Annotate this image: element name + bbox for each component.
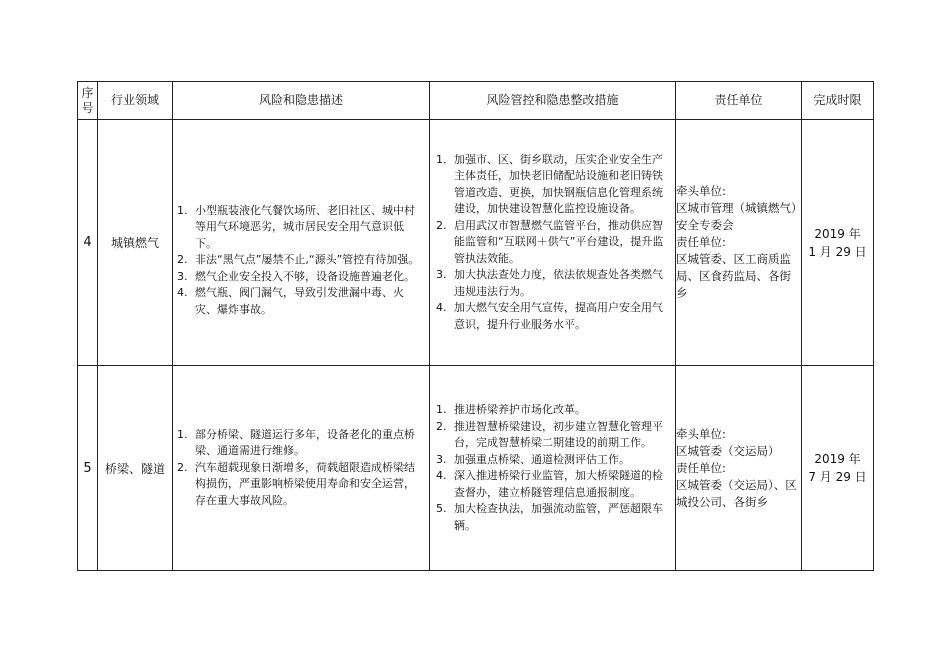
table-header-row: [78, 82, 874, 120]
row-unit: [676, 366, 802, 571]
list-item: 3. 燃气企业安全投入不够，设备设施普遍老化。: [177, 269, 415, 283]
list-item: 5. 加大检查执法，加强流动监管，严惩超限车辆。: [436, 502, 663, 532]
header-unit: 责任单位: [676, 82, 802, 120]
list-item: 1. 部分桥梁、隧道运行多年，设备老化的重点桥梁、通道需进行维修。: [177, 427, 415, 458]
row-seq: 4: [78, 120, 98, 366]
list-item: 2. 汽车超载现象日渐增多，荷载超限造成桥梁结构损伤，严重影响桥梁使用寿命和安全运营，存在重大事故风险。: [177, 460, 415, 507]
list-item: 1. 推进桥梁养护市场化改革。: [436, 403, 586, 416]
resp-unit: 区城管委、区工商质监局、区食药监局、各街乡: [676, 252, 791, 300]
lead-unit: 区城市管理（城镇燃气）安全专委会: [676, 201, 797, 232]
list-item: 2. 非法“黑气点”屡禁不止,“源头”管控有待加强。: [177, 253, 420, 267]
row-desc: [173, 366, 430, 571]
list-item: 1. 小型瓶装液化气餐饮场所、老旧社区、城中村等用气环境恶劣，城市居民安全用气意识低下。: [177, 203, 415, 250]
resp-unit-label: 责任单位:: [676, 235, 726, 249]
header-desc: 风险和隐患描述: [173, 82, 430, 120]
row-time: 2019 年 1 月 29 日: [802, 120, 874, 366]
table-row: [78, 120, 874, 366]
header-seq: 序号: [78, 82, 98, 120]
measures-list: [430, 402, 675, 534]
list-item: 2. 推进智慧桥梁建设，初步建立智慧化管理平台，完成智慧桥梁二期建设的前期工作。: [436, 419, 663, 449]
measures-list: [430, 152, 675, 334]
resp-unit: 区城管委（交运局）、区城投公司、各街乡: [676, 477, 797, 509]
row-unit: [676, 120, 802, 366]
lead-unit: 区城管委（交运局）: [676, 443, 780, 458]
row-field: 桥梁、隧道: [98, 366, 173, 571]
lead-unit-label: 牵头单位:: [676, 426, 726, 441]
row-time: 2019 年 7 月 29 日: [802, 366, 874, 571]
list-item: 3. 加大执法查处力度，依法依规查处各类燃气违规违法行为。: [436, 268, 663, 298]
list-item: 4. 加大燃气安全用气宣传，提高用户安全用气意识，提升行业服务水平。: [436, 301, 663, 331]
risk-table: [77, 81, 874, 571]
list-item: 4. 燃气瓶、阀门漏气，导致引发泄漏中毒、火灾、爆炸事故。: [177, 286, 404, 316]
row-desc: [173, 120, 430, 366]
lead-unit-label: 牵头单位:: [676, 184, 726, 198]
resp-unit-label: 责任单位:: [676, 460, 726, 475]
desc-list: [173, 167, 429, 319]
row-seq: 5: [78, 366, 98, 571]
row-field: 城镇燃气: [98, 120, 173, 366]
list-item: 2. 启用武汉市智慧燃气监管平台，推动供应智能监管和“互联网＋供气”平台建设，提升监管执法效能。: [436, 218, 664, 265]
desc-list: [173, 427, 429, 510]
list-item: 1． 加强市、区、街乡联动，压实企业安全生产主体责任，加快老旧储配站设施和老旧铸铁管道改造、更换，加快钢瓶信息化管理系统建设，加快建设智慧化监控设施设备。: [436, 152, 663, 216]
header-field: 行业领域: [98, 82, 173, 120]
list-item: 4. 深入推进桥梁行业监管，加大桥梁隧道的检查督办，建立桥隧管理信息通报制度。: [436, 469, 663, 499]
row-measures: [430, 366, 676, 571]
list-item: 3. 加强重点桥梁、通道检测评估工作。: [436, 452, 630, 466]
header-measures: 风险管控和隐患整改措施: [430, 82, 676, 120]
header-time: 完成时限: [802, 82, 874, 120]
table-row: [78, 366, 874, 571]
row-measures: [430, 120, 676, 366]
